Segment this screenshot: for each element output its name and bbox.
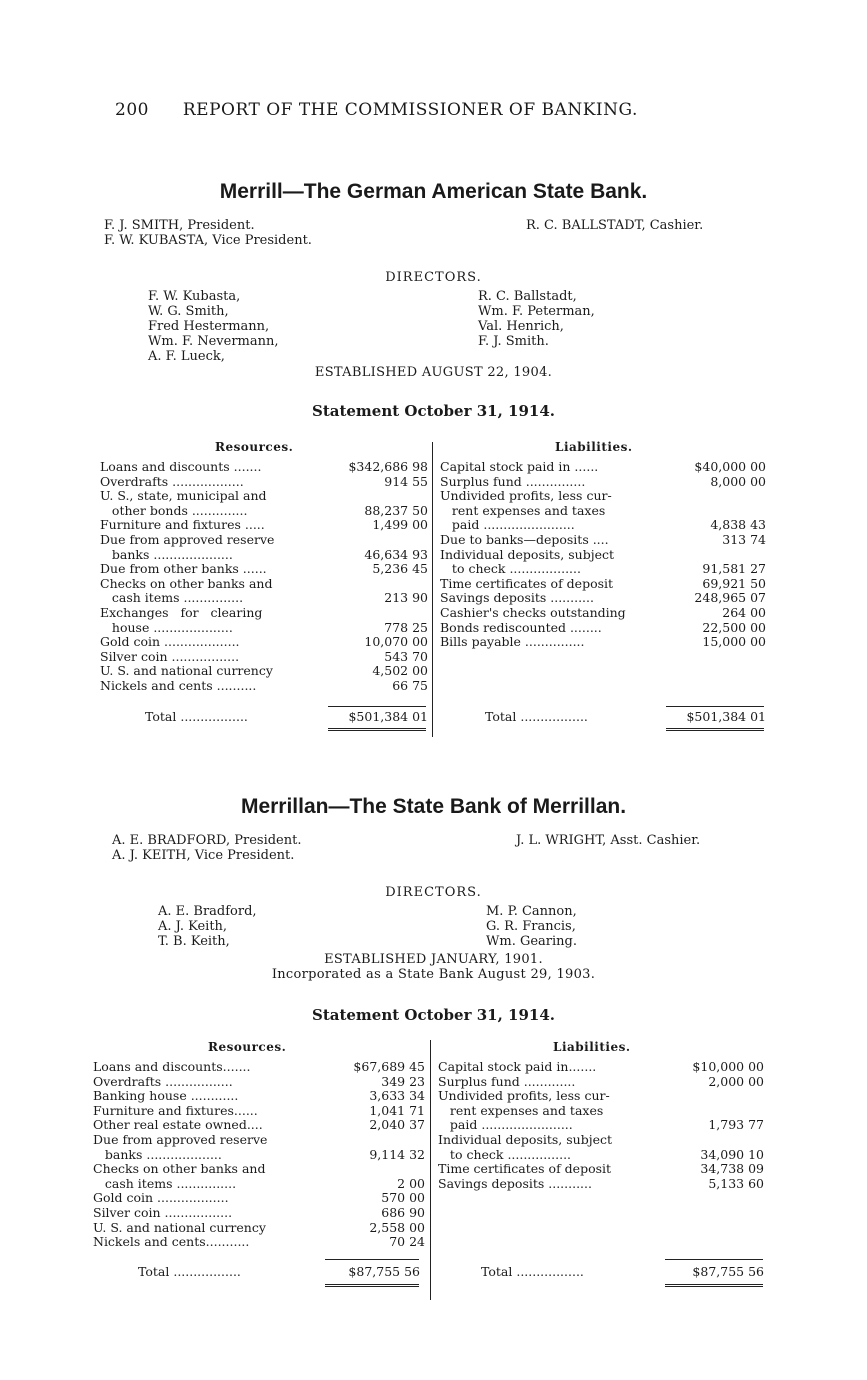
director: Wm. F. Nevermann, (148, 334, 279, 349)
page-number: 200 (115, 100, 149, 120)
row-amount: 1,793 77 (708, 1117, 764, 1133)
row-amount: 1,041 71 (369, 1102, 425, 1118)
liabilities-list (438, 1060, 764, 1191)
statement-title: Statement October 31, 1914. (311, 1006, 555, 1024)
resource-row (100, 577, 428, 592)
row-label: to check ................ (438, 1146, 572, 1162)
total-amount: $87,755 56 (348, 1264, 420, 1279)
officers (0, 218, 867, 250)
double-rule (325, 1284, 419, 1287)
column-divider (432, 442, 433, 737)
liability-row (438, 1118, 764, 1133)
directors-list (0, 289, 867, 365)
row-label: other bonds .............. (100, 502, 248, 518)
liabilities-heading: Liabilities. (555, 440, 633, 454)
row-label: Furniture and fixtures ..... (100, 517, 265, 533)
resource-row (100, 489, 428, 504)
row-amount: 3,633 34 (369, 1088, 425, 1104)
director: M. P. Cannon, (486, 904, 577, 919)
officer-vice-president: F. W. KUBASTA, Vice President. (104, 233, 312, 248)
row-amount: 2 00 (397, 1175, 425, 1191)
director: A. F. Lueck, (148, 349, 225, 364)
running-title: REPORT OF THE COMMISSIONER OF BANKING. (182, 100, 638, 120)
liability-row (440, 562, 766, 577)
resource-row (93, 1060, 425, 1075)
liability-row (438, 1075, 764, 1090)
directors-right (486, 904, 577, 949)
row-label: Gold coin ................... (100, 634, 240, 650)
bank-section-merrillan (0, 795, 867, 1024)
row-label: Cashier's checks outstanding (440, 604, 626, 620)
row-label: Savings deposits ........... (438, 1175, 592, 1191)
row-label: Individual deposits, subject (440, 546, 615, 562)
row-label: Savings deposits ........... (440, 590, 594, 606)
row-label: Capital stock paid in ...... (440, 459, 599, 474)
resources-list (93, 1060, 425, 1250)
row-label: Nickels and cents........... (93, 1234, 250, 1250)
row-amount: 66 75 (392, 677, 428, 693)
row-label: Loans and discounts....... (93, 1059, 251, 1074)
resource-row (93, 1177, 425, 1192)
row-label: rent expenses and taxes (438, 1102, 604, 1118)
row-amount: 69,921 50 (702, 575, 766, 591)
row-amount: 88,237 50 (364, 502, 428, 518)
row-label: Silver coin ................. (100, 648, 240, 664)
officer-asst-cashier: J. L. WRIGHT, Asst. Cashier. (516, 833, 701, 848)
directors-heading: DIRECTORS. (385, 885, 482, 900)
bank-title: Merrill—The German American State Bank. (219, 180, 648, 203)
liability-row (440, 518, 766, 533)
row-amount: 5,133 60 (708, 1175, 764, 1191)
resource-row (100, 533, 428, 548)
liability-row (440, 577, 766, 592)
row-label: Exchanges for clearing (100, 604, 263, 620)
row-label: rent expenses and taxes (440, 502, 606, 518)
resource-row (100, 562, 428, 577)
liabilities-heading: Liabilities. (553, 1040, 631, 1054)
row-amount: 34,090 10 (700, 1146, 764, 1162)
directors-heading: DIRECTORS. (385, 270, 482, 285)
double-rule (328, 728, 426, 731)
row-label: Nickels and cents .......... (100, 677, 257, 693)
liabilities-list (440, 460, 766, 650)
resources-heading: Resources. (208, 1040, 287, 1054)
liability-row (438, 1162, 764, 1177)
officer-president: A. E. BRADFORD, President. (112, 833, 302, 848)
row-amount: $40,000 00 (694, 459, 766, 474)
double-rule (666, 728, 764, 731)
row-label: cash items ............... (93, 1175, 237, 1191)
director: T. B. Keith, (158, 934, 230, 949)
liability-row (440, 606, 766, 621)
director: Wm. Gearing. (486, 934, 577, 949)
resource-row (100, 650, 428, 665)
director: Val. Henrich, (478, 319, 564, 334)
row-label: paid ....................... (440, 517, 575, 533)
liability-row (440, 475, 766, 490)
row-label: Furniture and fixtures...... (93, 1102, 258, 1118)
row-amount: 91,581 27 (702, 561, 766, 577)
row-amount: $342,686 98 (348, 459, 428, 474)
director: A. J. Keith, (158, 919, 228, 934)
row-amount: 46,634 93 (364, 546, 428, 562)
resource-row (93, 1235, 425, 1250)
directors-left (158, 904, 257, 949)
liability-row (440, 621, 766, 636)
directors-list (0, 904, 867, 952)
row-label: Time certificates of deposit (438, 1161, 612, 1177)
row-amount: 5,236 45 (372, 561, 428, 577)
statement-title: Statement October 31, 1914. (311, 402, 555, 420)
officers-left (104, 218, 312, 248)
row-label: Surplus fund ............. (438, 1073, 576, 1089)
director: Fred Hestermann, (148, 319, 270, 334)
officers (0, 833, 867, 865)
resource-row (93, 1133, 425, 1148)
row-amount: 2,000 00 (708, 1073, 764, 1089)
incorporated-note: Incorporated as a State Bank August 29, 1903. (271, 967, 596, 982)
resource-row (100, 635, 428, 650)
row-label: Loans and discounts ....... (100, 459, 262, 474)
total-label: Total ................. (481, 1264, 584, 1279)
resource-row (100, 591, 428, 606)
liability-row (438, 1060, 764, 1075)
row-amount: 264 00 (722, 604, 766, 620)
liability-row (438, 1177, 764, 1192)
row-label: Checks on other banks and (100, 575, 273, 591)
row-amount: 34,738 09 (700, 1161, 764, 1177)
financial-statement-merrill (100, 440, 770, 740)
row-amount: 313 74 (722, 531, 766, 547)
financial-statement-merrillan (93, 1040, 770, 1300)
resource-row (100, 460, 428, 475)
row-amount: 15,000 00 (702, 634, 766, 650)
director: G. R. Francis, (486, 919, 576, 934)
row-amount: 70 24 (389, 1234, 425, 1250)
total-amount: $501,384 01 (686, 709, 766, 724)
row-amount: 10,070 00 (364, 634, 428, 650)
total-label: Total ................. (138, 1264, 241, 1279)
row-label: Bills payable ............... (440, 634, 585, 650)
row-label: Due from other banks ...... (100, 561, 267, 577)
resource-row (100, 606, 428, 621)
row-amount: 22,500 00 (702, 619, 766, 635)
bank-title: Merrillan—The State Bank of Merrillan. (240, 795, 627, 818)
resource-row (93, 1118, 425, 1133)
row-label: Checks on other banks and (93, 1161, 266, 1177)
row-label: U. S., state, municipal and (100, 488, 267, 504)
liability-row (440, 548, 766, 563)
row-label: paid ....................... (438, 1117, 573, 1133)
resource-row (93, 1075, 425, 1090)
resource-row (100, 475, 428, 490)
row-amount: 570 00 (381, 1190, 425, 1206)
total-label: Total ................. (145, 709, 248, 724)
row-label: Silver coin ................. (93, 1204, 233, 1220)
resource-row (93, 1191, 425, 1206)
resource-row (93, 1148, 425, 1163)
double-rule (665, 1284, 763, 1287)
resource-row (100, 621, 428, 636)
officer-vice-president: A. J. KEITH, Vice President. (112, 848, 295, 863)
resource-row (93, 1206, 425, 1221)
liability-row (440, 460, 766, 475)
column-divider (430, 1040, 431, 1300)
director: F. J. Smith. (478, 334, 549, 349)
resource-row (100, 504, 428, 519)
resource-row (100, 518, 428, 533)
director: R. C. Ballstadt, (478, 289, 577, 304)
row-label: Bonds rediscounted ........ (440, 619, 602, 635)
row-label: Overdrafts ................. (93, 1073, 233, 1089)
row-label: Gold coin .................. (93, 1190, 229, 1206)
row-amount: 213 90 (384, 590, 428, 606)
total-label: Total ................. (485, 709, 588, 724)
liabilities-total-row (485, 710, 766, 725)
row-amount: $10,000 00 (692, 1059, 764, 1074)
resources-total-row (138, 1265, 420, 1280)
row-amount: 4,502 00 (372, 663, 428, 679)
resource-row (93, 1104, 425, 1119)
officers-right (516, 833, 700, 848)
row-label: Overdrafts .................. (100, 473, 244, 489)
directors-right (478, 289, 595, 349)
row-label: banks .................... (100, 546, 233, 562)
liability-row (438, 1148, 764, 1163)
officers-right (526, 218, 703, 233)
row-amount: 2,040 37 (369, 1117, 425, 1133)
row-label: Time certificates of deposit (440, 575, 614, 591)
row-amount: $67,689 45 (353, 1059, 425, 1074)
resource-row (93, 1162, 425, 1177)
total-rule (665, 1259, 763, 1260)
total-rule (325, 1259, 419, 1260)
liability-row (440, 504, 766, 519)
directors-left (148, 289, 279, 364)
resource-row (93, 1221, 425, 1236)
row-amount: 349 23 (381, 1073, 425, 1089)
liability-row (440, 533, 766, 548)
liability-row (438, 1133, 764, 1148)
liability-row (440, 635, 766, 650)
total-rule (328, 706, 426, 707)
director: F. W. Kubasta, (148, 289, 241, 304)
director: Wm. F. Peterman, (478, 304, 595, 319)
liabilities-total-row (481, 1265, 764, 1280)
resources-total-row (145, 710, 428, 725)
row-amount: 914 55 (384, 473, 428, 489)
row-label: U. S. and national currency (100, 663, 273, 679)
row-label: house .................... (100, 619, 233, 635)
liability-row (438, 1104, 764, 1119)
row-amount: 4,838 43 (710, 517, 766, 533)
officer-cashier: R. C. BALLSTADT, Cashier. (526, 218, 704, 233)
resource-row (100, 548, 428, 563)
row-label: Individual deposits, subject (438, 1131, 613, 1147)
row-label: banks ................... (93, 1146, 222, 1162)
row-label: Due to banks—deposits .... (440, 531, 609, 547)
resources-list (100, 460, 428, 694)
row-label: Capital stock paid in....... (438, 1059, 597, 1074)
row-amount: 9,114 32 (369, 1146, 425, 1162)
liability-row (440, 489, 766, 504)
row-label: Banking house ............ (93, 1088, 239, 1104)
row-amount: 2,558 00 (369, 1219, 425, 1235)
director: A. E. Bradford, (158, 904, 257, 919)
row-amount: 1,499 00 (372, 517, 428, 533)
established-note: ESTABLISHED AUGUST 22, 1904. (314, 365, 553, 380)
row-amount: 248,965 07 (694, 590, 766, 606)
resource-row (100, 664, 428, 679)
row-label: Surplus fund ............... (440, 473, 586, 489)
bank-section-merrill (0, 180, 867, 420)
officers-left (112, 833, 301, 863)
row-label: Other real estate owned.... (93, 1117, 263, 1133)
liability-row (438, 1089, 764, 1104)
total-amount: $501,384 01 (348, 709, 428, 724)
officer-president: F. J. SMITH, President. (104, 218, 255, 233)
row-label: U. S. and national currency (93, 1219, 266, 1235)
row-label: Undivided profits, less cur- (440, 488, 612, 504)
resource-row (100, 679, 428, 694)
established-note: ESTABLISHED JANUARY, 1901. (324, 952, 543, 967)
page-header (115, 100, 638, 120)
row-label: Due from approved reserve (93, 1131, 268, 1147)
row-label: Due from approved reserve (100, 531, 275, 547)
total-rule (666, 706, 764, 707)
row-label: to check .................. (440, 561, 581, 577)
resource-row (93, 1089, 425, 1104)
row-amount: 8,000 00 (710, 473, 766, 489)
director: W. G. Smith, (148, 304, 229, 319)
liability-row (440, 591, 766, 606)
row-amount: 686 90 (381, 1204, 425, 1220)
row-amount: 543 70 (384, 648, 428, 664)
row-amount: 778 25 (384, 619, 428, 635)
resources-heading: Resources. (215, 440, 294, 454)
row-label: Undivided profits, less cur- (438, 1088, 610, 1104)
total-amount: $87,755 56 (692, 1264, 764, 1279)
row-label: cash items ............... (100, 590, 244, 606)
